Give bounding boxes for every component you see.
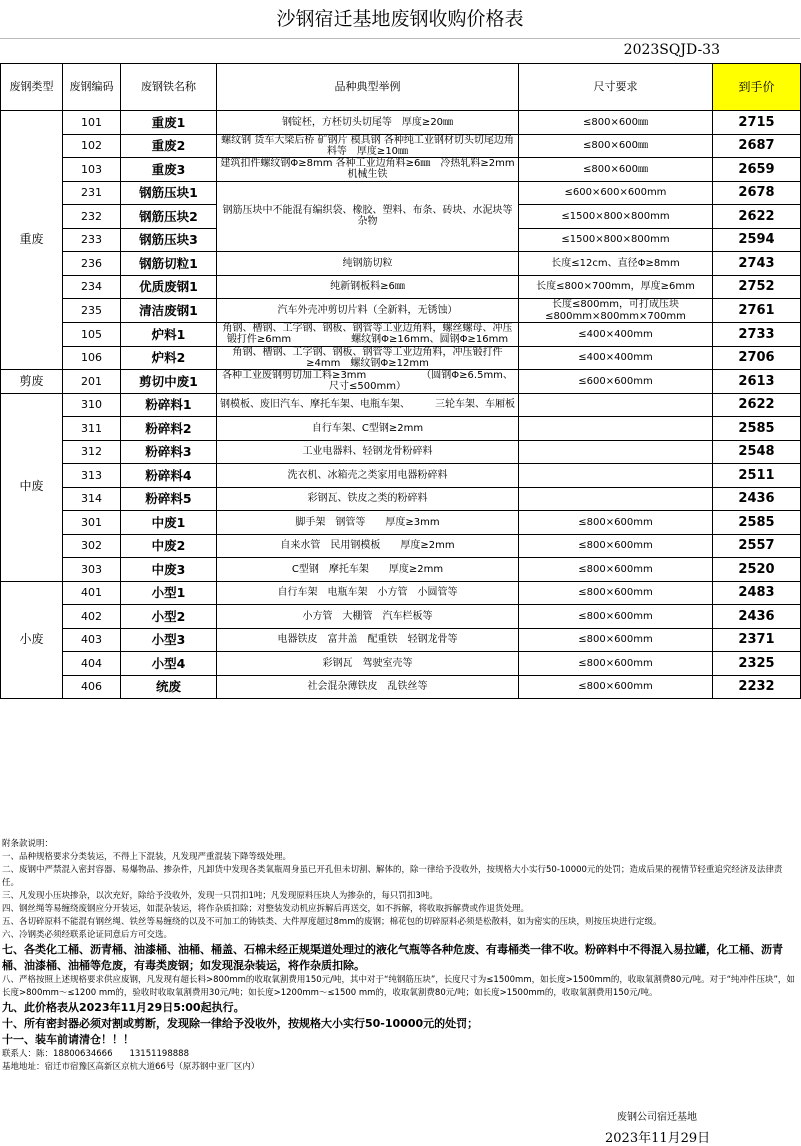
- code-cell: 105: [63, 323, 121, 347]
- name-cell: 清洁废钢1: [121, 299, 217, 323]
- code-cell: 311: [63, 417, 121, 441]
- code-cell: 404: [63, 652, 121, 676]
- note-line: 二、废钢中严禁混入密封容器、易爆物品、掺杂件，凡卸货中发现各类氧瓶周身虽已开孔但未切割、解体的，除一律给予没收外，按规格大小实行50-10000元的处罚；造成后果的视情节轻重追究经济及法律责任。: [2, 865, 783, 888]
- example-cell: 纯新钢板料≥6㎜: [217, 275, 519, 299]
- address-line: 基地地址：宿迁市宿豫区高新区京杭大道66号（原苏钢中亚厂区内）: [2, 1062, 260, 1072]
- size-cell: [519, 417, 713, 441]
- note-line-bold: 十、所有密封器必须对割或剪断，发现除一律给予没收外，按规格大小实行50-10000元的处罚；: [2, 1017, 479, 1030]
- size-cell: ≤800×600㎜: [519, 111, 713, 135]
- name-cell: 剪切中废1: [121, 370, 217, 394]
- table-row: [1, 675, 801, 699]
- note-line: 六、冷钢类必须经联系论证同意后方可交选。: [2, 930, 173, 940]
- example-cell: 工业电器料、轻钢龙骨粉碎料: [217, 440, 519, 464]
- size-cell: ≤600×600mm: [519, 370, 713, 394]
- example-cell: 小方管 大棚管 汽车栏板等: [217, 605, 519, 629]
- price-cell: 2232: [713, 675, 801, 699]
- name-cell: 粉碎料3: [121, 440, 217, 464]
- price-cell: 2613: [713, 370, 801, 394]
- price-cell: 2436: [713, 487, 801, 511]
- name-cell: 粉碎料4: [121, 464, 217, 488]
- table-row: [1, 511, 801, 535]
- price-cell: 2511: [713, 464, 801, 488]
- example-cell: 自来水管 民用钢模板 厚度≥2mm: [217, 534, 519, 558]
- code-cell: 236: [63, 252, 121, 276]
- example-cell: 各种工业废钢剪切加工料≥3mm （圆钢Φ≥6.5mm、尺寸≤500mm）: [217, 370, 519, 394]
- price-cell: 2678: [713, 181, 801, 205]
- size-cell: 长度≤800mm，可打成压块≤800mm×800mm×700mm: [519, 299, 713, 323]
- code-cell: 231: [63, 181, 121, 205]
- document-code: 2023SQJD-33: [623, 42, 720, 58]
- size-cell: ≤800×600mm: [519, 511, 713, 535]
- size-cell: ≤800×600mm: [519, 628, 713, 652]
- price-cell: 2325: [713, 652, 801, 676]
- example-cell: 彩钢瓦、铁皮之类的粉碎料: [217, 487, 519, 511]
- table-row: [1, 158, 801, 182]
- price-cell: 2687: [713, 134, 801, 158]
- price-cell: 2483: [713, 581, 801, 605]
- price-cell: 2622: [713, 393, 801, 417]
- example-cell: 钢锭柸，方柸切头切尾等 厚度≥20㎜: [217, 111, 519, 135]
- name-cell: 小型2: [121, 605, 217, 629]
- note-line: 四、钢丝绳等易缠绕废钢应分开装运，如混杂装运，将作杂质扣除；对整装发动机应拆解后再送交，如不拆解，将收取拆解费或作退货处理。: [2, 904, 530, 914]
- name-cell: 小型3: [121, 628, 217, 652]
- example-cell: 汽车外壳冲剪切片料（全新料，无锈蚀）: [217, 299, 519, 323]
- header-size: 尺寸要求: [519, 64, 713, 111]
- code-cell: 403: [63, 628, 121, 652]
- code-cell: 406: [63, 675, 121, 699]
- price-cell: 2436: [713, 605, 801, 629]
- note-line-bold: 七、各类化工桶、沥青桶、油漆桶、油桶、桶盖、石棉未经正规渠道处理过的液化气瓶等各种危废、有毒桶类一律不收。粉碎料中不得混入易拉罐，化工桶、沥青桶、油漆桶、油桶等危废，有毒类废钢；如发现混杂装运，将作杂质扣除。: [2, 943, 783, 972]
- name-cell: 重废1: [121, 111, 217, 135]
- note-line: 八、严格按照上述规格要求供应废钢，凡发现有超长料>800mm的收取氧割费用150元/吨，其中对于“纯钢筋压块”，长度尺寸为≤1500mm，如长度>1500mm的，收取氧割费80元/吨。对于“纯冲件压块”，如长度>800mm～≤1200 mm的，验收时收取氧割费用30元/吨；如长度>1200mm～≤1500 mm的，收取氧割费80元/吨；如长度>1500mm的，收取氧割费用150元/吨。: [2, 975, 795, 998]
- table-row: [1, 323, 801, 347]
- table-row: [1, 299, 801, 323]
- size-cell: ≤800×600mm: [519, 605, 713, 629]
- code-cell: 401: [63, 581, 121, 605]
- size-cell: ≤1500×800×800mm: [519, 228, 713, 252]
- example-cell: 自行车架 电瓶车架 小方管 小圆管等: [217, 581, 519, 605]
- code-cell: 313: [63, 464, 121, 488]
- table-row: [1, 605, 801, 629]
- table-row: [1, 181, 801, 205]
- table-row: [1, 628, 801, 652]
- size-cell: [519, 393, 713, 417]
- code-cell: 234: [63, 275, 121, 299]
- size-cell: ≤800×600mm: [519, 581, 713, 605]
- code-cell: 402: [63, 605, 121, 629]
- name-cell: 重废3: [121, 158, 217, 182]
- note-line: 三、凡发现小压块掺杂，以次充好，除给予没收外，发现一只罚扣1吨；凡发现原料压块人为掺杂的，每只罚扣3吨。: [2, 891, 438, 901]
- size-cell: 长度≤12cm、直径Φ≥8mm: [519, 252, 713, 276]
- table-row: [1, 393, 801, 417]
- size-cell: [519, 464, 713, 488]
- name-cell: 粉碎料1: [121, 393, 217, 417]
- price-cell: 2622: [713, 205, 801, 229]
- code-cell: 101: [63, 111, 121, 135]
- example-cell: 钢筋压块中不能混有编织袋、橡胶、塑料、布条、砖块、水泥块等杂物: [217, 181, 519, 252]
- size-cell: ≤800×600mm: [519, 534, 713, 558]
- name-cell: 粉碎料5: [121, 487, 217, 511]
- name-cell: 中废3: [121, 558, 217, 582]
- code-cell: 106: [63, 346, 121, 370]
- note-line-bold: 十一、装车前请清仓！！！: [2, 1033, 134, 1046]
- note-line: 附条款说明：: [2, 839, 54, 849]
- size-cell: ≤800×600mm: [519, 558, 713, 582]
- code-cell: 310: [63, 393, 121, 417]
- price-cell: 2733: [713, 323, 801, 347]
- price-table: [0, 63, 801, 699]
- header-type: 废钢类型: [1, 64, 63, 111]
- code-cell: 314: [63, 487, 121, 511]
- notes-section: [2, 838, 798, 1074]
- code-cell: 235: [63, 299, 121, 323]
- example-cell: 纯钢筋切粒: [217, 252, 519, 276]
- price-cell: 2557: [713, 534, 801, 558]
- price-cell: 2659: [713, 158, 801, 182]
- example-cell: 社会混杂薄铁皮 乱铁丝等: [217, 675, 519, 699]
- example-cell: 角钢、槽钢、工字钢、钢板、钢管等工业边角料，冲压锻打件 ≥4mm 螺纹钢Φ≥12mm: [217, 346, 519, 370]
- example-cell: 钢模板、废旧汽车、摩托车架、电瓶车架、 三轮车架、车厢板: [217, 393, 519, 417]
- example-cell: 洗衣机、冰箱壳之类家用电器粉碎料: [217, 464, 519, 488]
- table-row: [1, 275, 801, 299]
- code-cell: 302: [63, 534, 121, 558]
- name-cell: 钢筋压块2: [121, 205, 217, 229]
- name-cell: 优质废钢1: [121, 275, 217, 299]
- table-row: [1, 464, 801, 488]
- name-cell: 重废2: [121, 134, 217, 158]
- table-row: [1, 581, 801, 605]
- size-cell: [519, 440, 713, 464]
- example-cell: 建筑扣件螺纹钢Φ≥8mm 各种工业边角料≥6㎜ 冷热轧料≥2mm 机械生铁: [217, 158, 519, 182]
- name-cell: 钢筋压块1: [121, 181, 217, 205]
- contact-line: 联系人：陈：18800634666 13151198888: [2, 1049, 189, 1059]
- code-cell: 201: [63, 370, 121, 394]
- table-row: [1, 111, 801, 135]
- header-price: 到手价: [713, 64, 801, 111]
- size-cell: ≤1500×800×800mm: [519, 205, 713, 229]
- price-cell: 2706: [713, 346, 801, 370]
- name-cell: 小型1: [121, 581, 217, 605]
- note-line: 一、品种规格要求分类装运，不得上下混装，凡发现严重混装下降等级处理。: [2, 852, 292, 862]
- category-cell: 中废: [1, 393, 63, 581]
- price-cell: 2520: [713, 558, 801, 582]
- example-cell: 彩钢瓦 驾驶室壳等: [217, 652, 519, 676]
- name-cell: 统废: [121, 675, 217, 699]
- code-cell: 102: [63, 134, 121, 158]
- example-cell: 螺纹钢 货车大梁后桥 矿钢片 模具钢 各种纯工业钢材切头切尾边角料等 厚度≥10㎜: [217, 134, 519, 158]
- name-cell: 粉碎料2: [121, 417, 217, 441]
- name-cell: 钢筋切粒1: [121, 252, 217, 276]
- code-cell: 103: [63, 158, 121, 182]
- table-row: [1, 652, 801, 676]
- table-header-row: [1, 64, 801, 111]
- table-row: [1, 252, 801, 276]
- footer-organization: 废钢公司宿迁基地: [617, 1112, 697, 1123]
- size-cell: ≤800×600mm: [519, 675, 713, 699]
- category-cell: 小废: [1, 581, 63, 699]
- name-cell: 钢筋压块3: [121, 228, 217, 252]
- name-cell: 炉料1: [121, 323, 217, 347]
- name-cell: 中废2: [121, 534, 217, 558]
- price-cell: 2761: [713, 299, 801, 323]
- note-line-bold: 九、此价格表从2023年11月29日5:00起执行。: [2, 1001, 245, 1014]
- category-cell: 剪废: [1, 370, 63, 394]
- header-code: 废钢编码: [63, 64, 121, 111]
- example-cell: 角钢、槽钢、工字钢、钢板、钢管等工业边角料，螺丝螺母、冲压锻打件≥6mm 螺纹钢Φ≥16mm、圆钢Φ≥16mm: [217, 323, 519, 347]
- price-cell: 2715: [713, 111, 801, 135]
- note-line: 五、各切碎原料不能混有钢丝绳、铁丝等易缠绕的以及不可加工的铸铁类、大件厚度超过8mm的废钢；棉花包的切碎原料必须是松散料，如为密实的压块，则按压块进行定级。: [2, 917, 662, 927]
- size-cell: ≤400×400mm: [519, 323, 713, 347]
- table-row: [1, 346, 801, 370]
- size-cell: ≤800×600㎜: [519, 134, 713, 158]
- code-cell: 303: [63, 558, 121, 582]
- table-row: [1, 440, 801, 464]
- price-cell: 2585: [713, 417, 801, 441]
- price-cell: 2594: [713, 228, 801, 252]
- price-cell: 2752: [713, 275, 801, 299]
- name-cell: 炉料2: [121, 346, 217, 370]
- header-example: 品种典型举例: [217, 64, 519, 111]
- code-cell: 301: [63, 511, 121, 535]
- code-cell: 233: [63, 228, 121, 252]
- size-cell: ≤400×400mm: [519, 346, 713, 370]
- header-name: 废钢铁名称: [121, 64, 217, 111]
- table-row: [1, 370, 801, 394]
- price-cell: 2548: [713, 440, 801, 464]
- table-row: [1, 134, 801, 158]
- size-cell: ≤800×600㎜: [519, 158, 713, 182]
- example-cell: 电器铁皮 富井盖 配重铁 轻钢龙骨等: [217, 628, 519, 652]
- code-cell: 232: [63, 205, 121, 229]
- example-cell: 自行车架、C型钢≥2mm: [217, 417, 519, 441]
- price-cell: 2585: [713, 511, 801, 535]
- price-cell: 2743: [713, 252, 801, 276]
- size-cell: ≤600×600×600mm: [519, 181, 713, 205]
- category-cell: 重废: [1, 111, 63, 370]
- table-row: [1, 558, 801, 582]
- size-cell: [519, 487, 713, 511]
- price-cell: 2371: [713, 628, 801, 652]
- footer-date: 2023年11月29日: [605, 1131, 711, 1146]
- code-cell: 312: [63, 440, 121, 464]
- page-title: 沙钢宿迁基地废钢收购价格表: [0, 0, 800, 39]
- example-cell: 脚手架 钢管等 厚度≥3mm: [217, 511, 519, 535]
- table-row: [1, 534, 801, 558]
- table-row: [1, 417, 801, 441]
- name-cell: 中废1: [121, 511, 217, 535]
- size-cell: 长度≤800×700mm，厚度≥6mm: [519, 275, 713, 299]
- size-cell: ≤800×600mm: [519, 652, 713, 676]
- table-row: [1, 487, 801, 511]
- name-cell: 小型4: [121, 652, 217, 676]
- example-cell: C型钢 摩托车架 厚度≥2mm: [217, 558, 519, 582]
